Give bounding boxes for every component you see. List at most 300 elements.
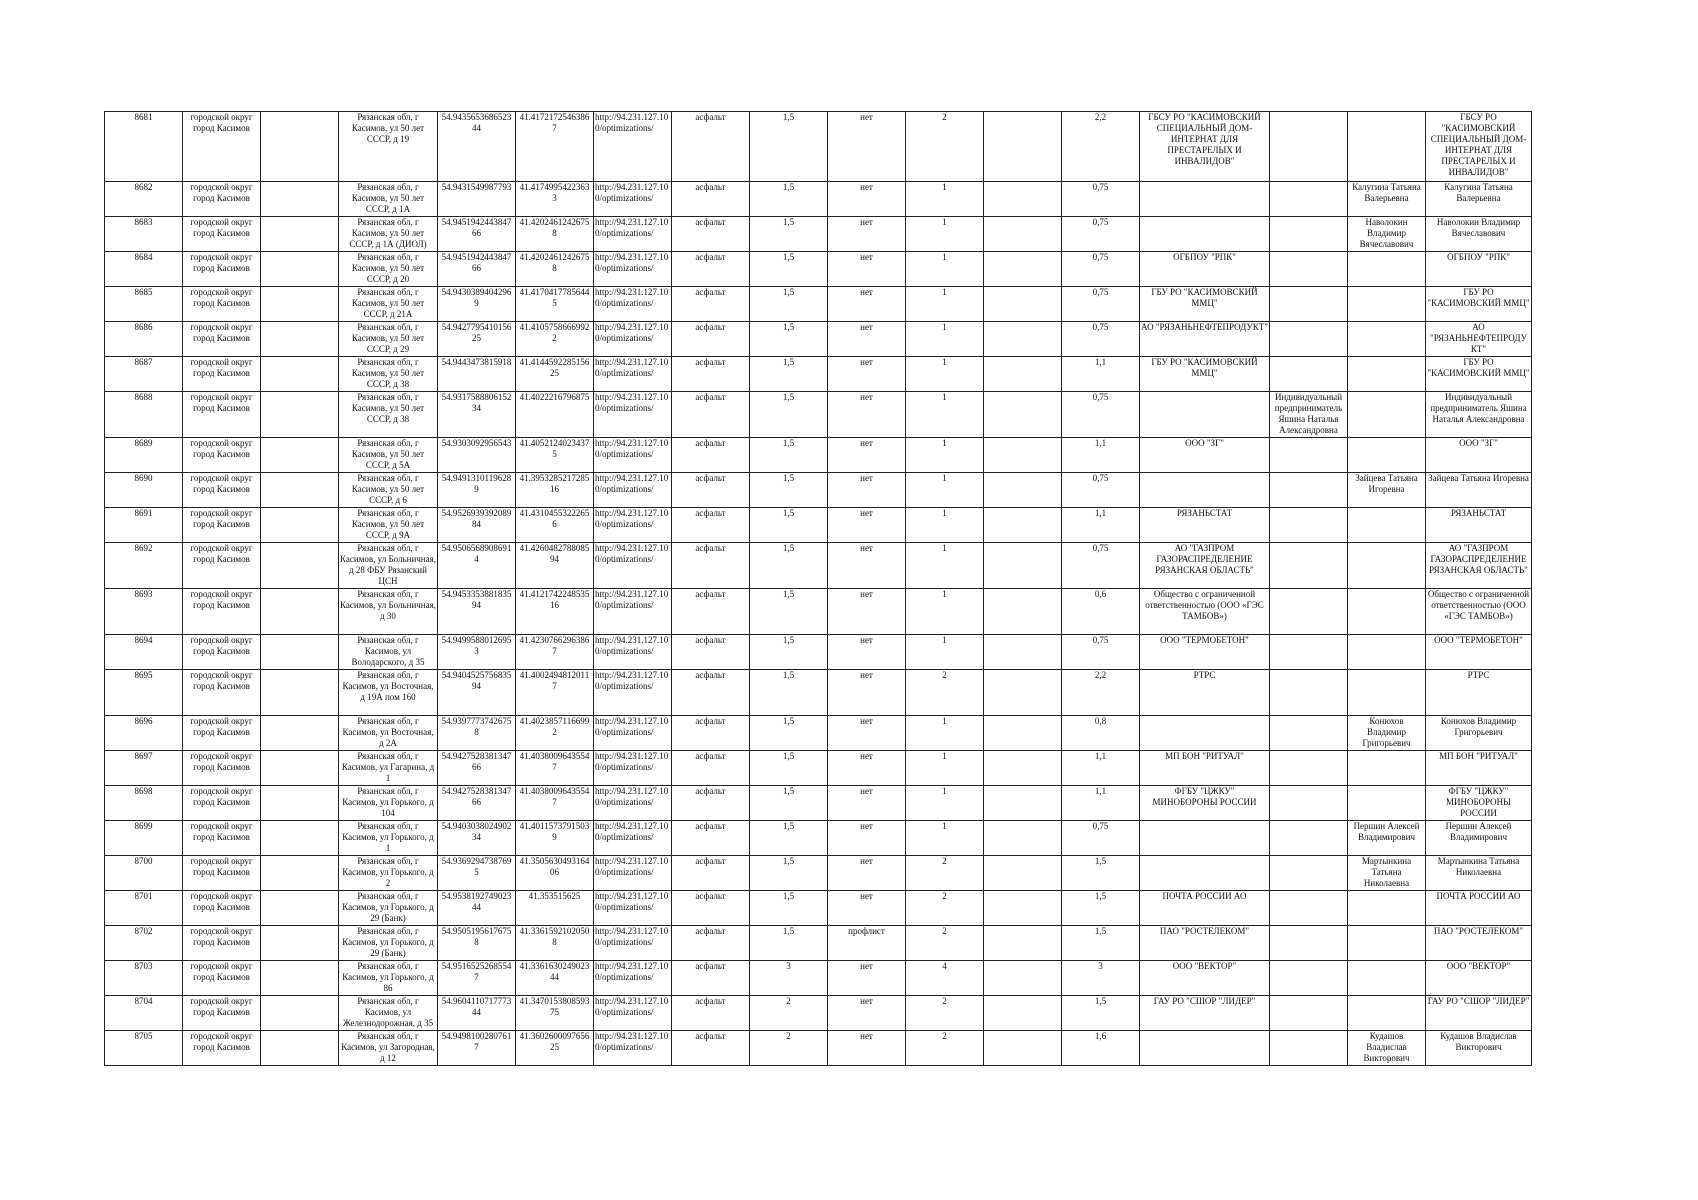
- cell-empty: [261, 716, 339, 751]
- cell-volume: 1,5: [1062, 996, 1140, 1031]
- cell-area: 1,5: [750, 508, 828, 543]
- cell-area: 1,5: [750, 856, 828, 891]
- cell-individual: [1348, 996, 1426, 1031]
- cell-surface-type: асфальт: [672, 287, 750, 322]
- cell-volume: 0,75: [1062, 252, 1140, 287]
- cell-individual: Калугина Татьяна Валерьевна: [1348, 182, 1426, 217]
- cell-source-url: http://94.231.127.10 0/optimizations/: [594, 891, 672, 926]
- cell-latitude: 54.9453353881835 94: [438, 589, 516, 635]
- cell-longitude: 41.4038009643554 7: [516, 786, 594, 821]
- cell-entrepreneur: [1270, 438, 1348, 473]
- cell-longitude: 41.4144592285156 25: [516, 357, 594, 392]
- cell-surface-type: асфальт: [672, 1031, 750, 1066]
- cell-cover: нет: [828, 996, 906, 1031]
- cell-containers: 2: [906, 996, 984, 1031]
- cell-individual: Зайцева Татьяна Игоревна: [1348, 473, 1426, 508]
- cell-organization: [1140, 1031, 1270, 1066]
- cell-volume: 0,75: [1062, 182, 1140, 217]
- cell-containers: 1: [906, 543, 984, 589]
- cell-area: 1,5: [750, 635, 828, 670]
- cell-address: Рязанская обл, г Касимов, ул Горького, д 86: [339, 961, 438, 996]
- cell-municipality: городской округ город Касимов: [183, 438, 261, 473]
- cell-record-number: 8698: [105, 786, 183, 821]
- cell-empty: [261, 287, 339, 322]
- cell-individual: [1348, 392, 1426, 438]
- cell-empty: [984, 891, 1062, 926]
- table-row: [105, 961, 1532, 996]
- cell-entrepreneur: [1270, 891, 1348, 926]
- cell-owner: АО "РЯЗАНЬНЕФТЕПРОДУ КТ": [1426, 322, 1532, 357]
- table-row: [105, 112, 1532, 182]
- cell-source-url: http://94.231.127.10 0/optimizations/: [594, 438, 672, 473]
- cell-entrepreneur: [1270, 589, 1348, 635]
- cell-cover: нет: [828, 786, 906, 821]
- cell-surface-type: асфальт: [672, 926, 750, 961]
- cell-empty: [984, 589, 1062, 635]
- cell-record-number: 8685: [105, 287, 183, 322]
- cell-cover: нет: [828, 961, 906, 996]
- cell-surface-type: асфальт: [672, 635, 750, 670]
- cell-volume: 0,75: [1062, 217, 1140, 252]
- cell-longitude: 41.4011573791503 9: [516, 821, 594, 856]
- cell-containers: 1: [906, 252, 984, 287]
- cell-volume: 0,75: [1062, 392, 1140, 438]
- cell-surface-type: асфальт: [672, 392, 750, 438]
- cell-record-number: 8697: [105, 751, 183, 786]
- table-row: [105, 438, 1532, 473]
- cell-latitude: 54.9431549987793: [438, 182, 516, 217]
- cell-entrepreneur: [1270, 926, 1348, 961]
- cell-area: 1,5: [750, 252, 828, 287]
- cell-containers: 1: [906, 357, 984, 392]
- cell-entrepreneur: [1270, 217, 1348, 252]
- cell-individual: [1348, 357, 1426, 392]
- cell-empty: [984, 716, 1062, 751]
- cell-individual: [1348, 670, 1426, 716]
- cell-latitude: 54.9498100280761 7: [438, 1031, 516, 1066]
- cell-area: 1,5: [750, 112, 828, 182]
- cell-cover: нет: [828, 217, 906, 252]
- cell-source-url: http://94.231.127.10 0/optimizations/: [594, 357, 672, 392]
- cell-entrepreneur: [1270, 821, 1348, 856]
- cell-organization: [1140, 856, 1270, 891]
- cell-latitude: 54.9451942443847 66: [438, 252, 516, 287]
- cell-latitude: 54.9427528381347 66: [438, 786, 516, 821]
- table-row: [105, 635, 1532, 670]
- cell-surface-type: асфальт: [672, 961, 750, 996]
- cell-empty: [261, 438, 339, 473]
- cell-longitude: 41.4172172546386 7: [516, 112, 594, 182]
- cell-municipality: городской округ город Касимов: [183, 926, 261, 961]
- cell-empty: [984, 438, 1062, 473]
- cell-address: Рязанская обл, г Касимов, ул 50 лет СССР, д 6: [339, 473, 438, 508]
- cell-cover: нет: [828, 112, 906, 182]
- cell-owner: ООО "ЗГ": [1426, 438, 1532, 473]
- cell-address: Рязанская обл, г Касимов, ул 50 лет СССР, д 38: [339, 392, 438, 438]
- cell-source-url: http://94.231.127.10 0/optimizations/: [594, 252, 672, 287]
- cell-empty: [261, 217, 339, 252]
- cell-record-number: 8682: [105, 182, 183, 217]
- cell-cover: нет: [828, 322, 906, 357]
- cell-address: Рязанская обл, г Касимов, ул 50 лет СССР, д 1А (ДИОЛ): [339, 217, 438, 252]
- table-row: [105, 670, 1532, 716]
- cell-longitude: 41.4174995422363 3: [516, 182, 594, 217]
- cell-organization: АО "РЯЗАНЬНЕФТЕПРОДУКТ": [1140, 322, 1270, 357]
- cell-containers: 2: [906, 926, 984, 961]
- cell-cover: нет: [828, 891, 906, 926]
- cell-source-url: http://94.231.127.10 0/optimizations/: [594, 926, 672, 961]
- cell-area: 1,5: [750, 821, 828, 856]
- cell-latitude: 54.9430389404296 9: [438, 287, 516, 322]
- cell-record-number: 8695: [105, 670, 183, 716]
- cell-owner: Конюхов Владимир Григорьевич: [1426, 716, 1532, 751]
- cell-containers: 1: [906, 508, 984, 543]
- cell-source-url: http://94.231.127.10 0/optimizations/: [594, 392, 672, 438]
- cell-owner: ПАО "РОСТЕЛЕКОМ": [1426, 926, 1532, 961]
- cell-source-url: http://94.231.127.10 0/optimizations/: [594, 287, 672, 322]
- cell-area: 2: [750, 1031, 828, 1066]
- cell-cover: нет: [828, 252, 906, 287]
- cell-latitude: 54.9451942443847 66: [438, 217, 516, 252]
- cell-empty: [261, 891, 339, 926]
- cell-longitude: 41.4230766296386 7: [516, 635, 594, 670]
- cell-individual: [1348, 438, 1426, 473]
- cell-empty: [261, 473, 339, 508]
- cell-address: Рязанская обл, г Касимов, ул Больничная, д 28 ФБУ Рязанский ЦСН: [339, 543, 438, 589]
- cell-organization: ООО "ЗГ": [1140, 438, 1270, 473]
- cell-municipality: городской округ город Касимов: [183, 635, 261, 670]
- cell-entrepreneur: [1270, 252, 1348, 287]
- cell-cover: нет: [828, 670, 906, 716]
- cell-municipality: городской округ город Касимов: [183, 1031, 261, 1066]
- cell-empty: [984, 856, 1062, 891]
- cell-municipality: городской округ город Касимов: [183, 856, 261, 891]
- cell-record-number: 8692: [105, 543, 183, 589]
- cell-organization: РЯЗАНЬСТАТ: [1140, 508, 1270, 543]
- cell-organization: ГБУ РО "КАСИМОВСКИЙ ММЦ": [1140, 287, 1270, 322]
- cell-municipality: городской округ город Касимов: [183, 716, 261, 751]
- cell-owner: РЯЗАНЬСТАТ: [1426, 508, 1532, 543]
- cell-cover: нет: [828, 1031, 906, 1066]
- cell-empty: [261, 856, 339, 891]
- cell-area: 1,5: [750, 438, 828, 473]
- cell-source-url: http://94.231.127.10 0/optimizations/: [594, 821, 672, 856]
- cell-containers: 1: [906, 287, 984, 322]
- cell-owner: ПОЧТА РОССИИ АО: [1426, 891, 1532, 926]
- cell-entrepreneur: [1270, 543, 1348, 589]
- cell-area: 1,5: [750, 589, 828, 635]
- cell-source-url: http://94.231.127.10 0/optimizations/: [594, 508, 672, 543]
- cell-volume: 0,6: [1062, 589, 1140, 635]
- cell-empty: [261, 112, 339, 182]
- cell-area: 1,5: [750, 543, 828, 589]
- cell-owner: ФГБУ "ЦЖКУ" МИНОБОРОНЫ РОССИИ: [1426, 786, 1532, 821]
- cell-entrepreneur: [1270, 751, 1348, 786]
- table-row: [105, 357, 1532, 392]
- cell-organization: [1140, 217, 1270, 252]
- cell-latitude: 54.9427795410156 25: [438, 322, 516, 357]
- cell-source-url: http://94.231.127.10 0/optimizations/: [594, 217, 672, 252]
- cell-containers: 1: [906, 182, 984, 217]
- cell-surface-type: асфальт: [672, 182, 750, 217]
- cell-empty: [984, 182, 1062, 217]
- cell-individual: [1348, 287, 1426, 322]
- cell-entrepreneur: [1270, 182, 1348, 217]
- cell-surface-type: асфальт: [672, 891, 750, 926]
- cell-containers: 1: [906, 786, 984, 821]
- cell-longitude: 41.3470153808593 75: [516, 996, 594, 1031]
- cell-volume: 1,1: [1062, 357, 1140, 392]
- cell-cover: нет: [828, 716, 906, 751]
- cell-organization: АО "ГАЗПРОМ ГАЗОРАСПРЕДЕЛЕНИЕ РЯЗАНСКАЯ ОБЛАСТЬ": [1140, 543, 1270, 589]
- cell-latitude: 54.9538192749023 44: [438, 891, 516, 926]
- cell-longitude: 41.4038009643554 7: [516, 751, 594, 786]
- cell-cover: нет: [828, 182, 906, 217]
- cell-entrepreneur: Индивидуальный предприниматель Яшина Наталья Александровна: [1270, 392, 1348, 438]
- cell-owner: ГБСУ РО "КАСИМОВСКИЙ СПЕЦИАЛЬНЫЙ ДОМ-ИНТЕРНАТ ДЛЯ ПРЕСТАРЕЛЫХ И ИНВАЛИДОВ": [1426, 112, 1532, 182]
- cell-empty: [984, 322, 1062, 357]
- cell-longitude: 41.4105758666992 2: [516, 322, 594, 357]
- cell-longitude: 41.3953285217285 16: [516, 473, 594, 508]
- cell-individual: [1348, 322, 1426, 357]
- cell-municipality: городской округ город Касимов: [183, 670, 261, 716]
- cell-empty: [261, 926, 339, 961]
- cell-area: 1,5: [750, 751, 828, 786]
- cell-address: Рязанская обл, г Касимов, ул Восточная, д 19А пом 160: [339, 670, 438, 716]
- cell-record-number: 8691: [105, 508, 183, 543]
- cell-area: 2: [750, 996, 828, 1031]
- cell-organization: МП БОН "РИТУАЛ": [1140, 751, 1270, 786]
- table-row: [105, 716, 1532, 751]
- cell-empty: [261, 821, 339, 856]
- cell-containers: 2: [906, 112, 984, 182]
- cell-empty: [984, 508, 1062, 543]
- cell-latitude: 54.9303092956543: [438, 438, 516, 473]
- cell-volume: 0,75: [1062, 287, 1140, 322]
- cell-municipality: городской округ город Касимов: [183, 786, 261, 821]
- cell-address: Рязанская обл, г Касимов, ул Горького, д 2: [339, 856, 438, 891]
- cell-area: 1,5: [750, 926, 828, 961]
- cell-containers: 1: [906, 473, 984, 508]
- cell-organization: ФГБУ "ЦЖКУ" МИНОБОРОНЫ РОССИИ: [1140, 786, 1270, 821]
- table-row: [105, 891, 1532, 926]
- cell-organization: ПАО "РОСТЕЛЕКОМ": [1140, 926, 1270, 961]
- cell-entrepreneur: [1270, 635, 1348, 670]
- table-row: [105, 322, 1532, 357]
- cell-record-number: 8683: [105, 217, 183, 252]
- cell-containers: 1: [906, 821, 984, 856]
- cell-empty: [984, 217, 1062, 252]
- cell-longitude: 41.4260482788085 94: [516, 543, 594, 589]
- cell-owner: Кудашов Владислав Викторович: [1426, 1031, 1532, 1066]
- cell-empty: [261, 322, 339, 357]
- cell-volume: 0,75: [1062, 473, 1140, 508]
- cell-entrepreneur: [1270, 112, 1348, 182]
- cell-record-number: 8684: [105, 252, 183, 287]
- cell-surface-type: асфальт: [672, 252, 750, 287]
- cell-source-url: http://94.231.127.10 0/optimizations/: [594, 589, 672, 635]
- table-row: [105, 589, 1532, 635]
- cell-address: Рязанская обл, г Касимов, ул Больничная, д 30: [339, 589, 438, 635]
- cell-record-number: 8702: [105, 926, 183, 961]
- cell-longitude: 41.3361630249023 44: [516, 961, 594, 996]
- cell-containers: 2: [906, 856, 984, 891]
- cell-individual: [1348, 635, 1426, 670]
- cell-empty: [261, 961, 339, 996]
- cell-municipality: городской округ город Касимов: [183, 508, 261, 543]
- cell-surface-type: асфальт: [672, 473, 750, 508]
- cell-empty: [261, 543, 339, 589]
- cell-organization: [1140, 716, 1270, 751]
- cell-containers: 1: [906, 438, 984, 473]
- cell-owner: МП БОН "РИТУАЛ": [1426, 751, 1532, 786]
- cell-area: 1,5: [750, 670, 828, 716]
- cell-cover: нет: [828, 508, 906, 543]
- cell-empty: [261, 786, 339, 821]
- cell-owner: Общество с ограниченной ответственностью (ООО «ГЭС ТАМБОВ»): [1426, 589, 1532, 635]
- cell-area: 1,5: [750, 473, 828, 508]
- cell-entrepreneur: [1270, 357, 1348, 392]
- cell-containers: 1: [906, 716, 984, 751]
- cell-address: Рязанская обл, г Касимов, ул Горького, д 1: [339, 821, 438, 856]
- cell-volume: 1,1: [1062, 786, 1140, 821]
- cell-longitude: 41.4202461242675 8: [516, 217, 594, 252]
- cell-longitude: 41.4310455322265 6: [516, 508, 594, 543]
- cell-empty: [261, 252, 339, 287]
- cell-source-url: http://94.231.127.10 0/optimizations/: [594, 182, 672, 217]
- cell-latitude: 54.9435653686523 44: [438, 112, 516, 182]
- cell-organization: [1140, 182, 1270, 217]
- cell-entrepreneur: [1270, 786, 1348, 821]
- cell-surface-type: асфальт: [672, 508, 750, 543]
- cell-address: Рязанская обл, г Касимов, ул 50 лет СССР, д 20: [339, 252, 438, 287]
- cell-longitude: 41.3505630493164 06: [516, 856, 594, 891]
- cell-empty: [984, 357, 1062, 392]
- cell-record-number: 8690: [105, 473, 183, 508]
- cell-municipality: городской округ город Касимов: [183, 751, 261, 786]
- cell-municipality: городской округ город Касимов: [183, 891, 261, 926]
- cell-surface-type: асфальт: [672, 716, 750, 751]
- cell-address: Рязанская обл, г Касимов, ул 50 лет СССР, д 9А: [339, 508, 438, 543]
- cell-volume: 1,1: [1062, 751, 1140, 786]
- cell-municipality: городской округ город Касимов: [183, 589, 261, 635]
- cell-address: Рязанская обл, г Касимов, ул Железнодорожная, д 35: [339, 996, 438, 1031]
- cell-empty: [984, 473, 1062, 508]
- cell-containers: 1: [906, 217, 984, 252]
- table-row: [105, 543, 1532, 589]
- cell-latitude: 54.9491310119628 9: [438, 473, 516, 508]
- cell-organization: [1140, 392, 1270, 438]
- cell-area: 1,5: [750, 786, 828, 821]
- cell-municipality: городской округ город Касимов: [183, 322, 261, 357]
- cell-record-number: 8703: [105, 961, 183, 996]
- cell-latitude: 54.9369294738769 5: [438, 856, 516, 891]
- cell-owner: Наволокин Владимир Вячеславович: [1426, 217, 1532, 252]
- table-row: [105, 1031, 1532, 1066]
- cell-owner: ГБУ РО "КАСИМОВСКИЙ ММЦ": [1426, 287, 1532, 322]
- cell-empty: [261, 751, 339, 786]
- cell-municipality: городской округ город Касимов: [183, 182, 261, 217]
- cell-empty: [984, 543, 1062, 589]
- cell-volume: 1,5: [1062, 891, 1140, 926]
- cell-municipality: городской округ город Касимов: [183, 287, 261, 322]
- cell-record-number: 8696: [105, 716, 183, 751]
- cell-individual: Кудашов Владислав Викторович: [1348, 1031, 1426, 1066]
- cell-source-url: http://94.231.127.10 0/optimizations/: [594, 786, 672, 821]
- cell-cover: нет: [828, 821, 906, 856]
- cell-containers: 1: [906, 322, 984, 357]
- cell-surface-type: асфальт: [672, 786, 750, 821]
- cell-owner: ГБУ РО "КАСИМОВСКИЙ ММЦ": [1426, 357, 1532, 392]
- cell-volume: 0,75: [1062, 635, 1140, 670]
- cell-address: Рязанская обл, г Касимов, ул 50 лет СССР, д 21А: [339, 287, 438, 322]
- cell-address: Рязанская обл, г Касимов, ул Гагарина, д 1: [339, 751, 438, 786]
- cell-longitude: 41.3602600097656 25: [516, 1031, 594, 1066]
- cell-cover: нет: [828, 392, 906, 438]
- cell-empty: [984, 635, 1062, 670]
- cell-entrepreneur: [1270, 996, 1348, 1031]
- cell-individual: Першин Алексей Владимирович: [1348, 821, 1426, 856]
- cell-municipality: городской округ город Касимов: [183, 543, 261, 589]
- cell-record-number: 8704: [105, 996, 183, 1031]
- cell-volume: 1,1: [1062, 508, 1140, 543]
- cell-containers: 1: [906, 751, 984, 786]
- cell-record-number: 8681: [105, 112, 183, 182]
- cell-source-url: http://94.231.127.10 0/optimizations/: [594, 670, 672, 716]
- table-row: [105, 786, 1532, 821]
- cell-record-number: 8699: [105, 821, 183, 856]
- cell-source-url: http://94.231.127.10 0/optimizations/: [594, 961, 672, 996]
- cell-owner: ООО "ВЕКТОР": [1426, 961, 1532, 996]
- cell-cover: нет: [828, 357, 906, 392]
- cell-source-url: http://94.231.127.10 0/optimizations/: [594, 543, 672, 589]
- cell-entrepreneur: [1270, 473, 1348, 508]
- cell-surface-type: асфальт: [672, 856, 750, 891]
- cell-owner: Першин Алексей Владимирович: [1426, 821, 1532, 856]
- cell-source-url: http://94.231.127.10 0/optimizations/: [594, 322, 672, 357]
- cell-individual: [1348, 589, 1426, 635]
- cell-organization: ПОЧТА РОССИИ АО: [1140, 891, 1270, 926]
- cell-latitude: 54.9427528381347 66: [438, 751, 516, 786]
- cell-municipality: городской округ город Касимов: [183, 996, 261, 1031]
- cell-volume: 0,75: [1062, 543, 1140, 589]
- cell-empty: [261, 635, 339, 670]
- cell-entrepreneur: [1270, 856, 1348, 891]
- cell-organization: Общество с ограниченной ответственностью (ООО «ГЭС ТАМБОВ»): [1140, 589, 1270, 635]
- cell-longitude: 41.4002494812011 7: [516, 670, 594, 716]
- cell-municipality: городской округ город Касимов: [183, 392, 261, 438]
- table-row: [105, 252, 1532, 287]
- cell-owner: ГАУ РО "СШОР "ЛИДЕР": [1426, 996, 1532, 1031]
- cell-entrepreneur: [1270, 508, 1348, 543]
- cell-source-url: http://94.231.127.10 0/optimizations/: [594, 751, 672, 786]
- cell-latitude: 54.9404525756835 94: [438, 670, 516, 716]
- cell-volume: 0,75: [1062, 821, 1140, 856]
- cell-volume: 3: [1062, 961, 1140, 996]
- cell-containers: 2: [906, 891, 984, 926]
- cell-record-number: 8693: [105, 589, 183, 635]
- cell-area: 1,5: [750, 392, 828, 438]
- cell-containers: 4: [906, 961, 984, 996]
- cell-record-number: 8686: [105, 322, 183, 357]
- cell-municipality: городской округ город Касимов: [183, 961, 261, 996]
- cell-empty: [984, 996, 1062, 1031]
- cell-empty: [261, 996, 339, 1031]
- cell-area: 1,5: [750, 891, 828, 926]
- cell-longitude: 41.4022216796875: [516, 392, 594, 438]
- cell-address: Рязанская обл, г Касимов, ул Горького, д 104: [339, 786, 438, 821]
- cell-volume: 1,5: [1062, 926, 1140, 961]
